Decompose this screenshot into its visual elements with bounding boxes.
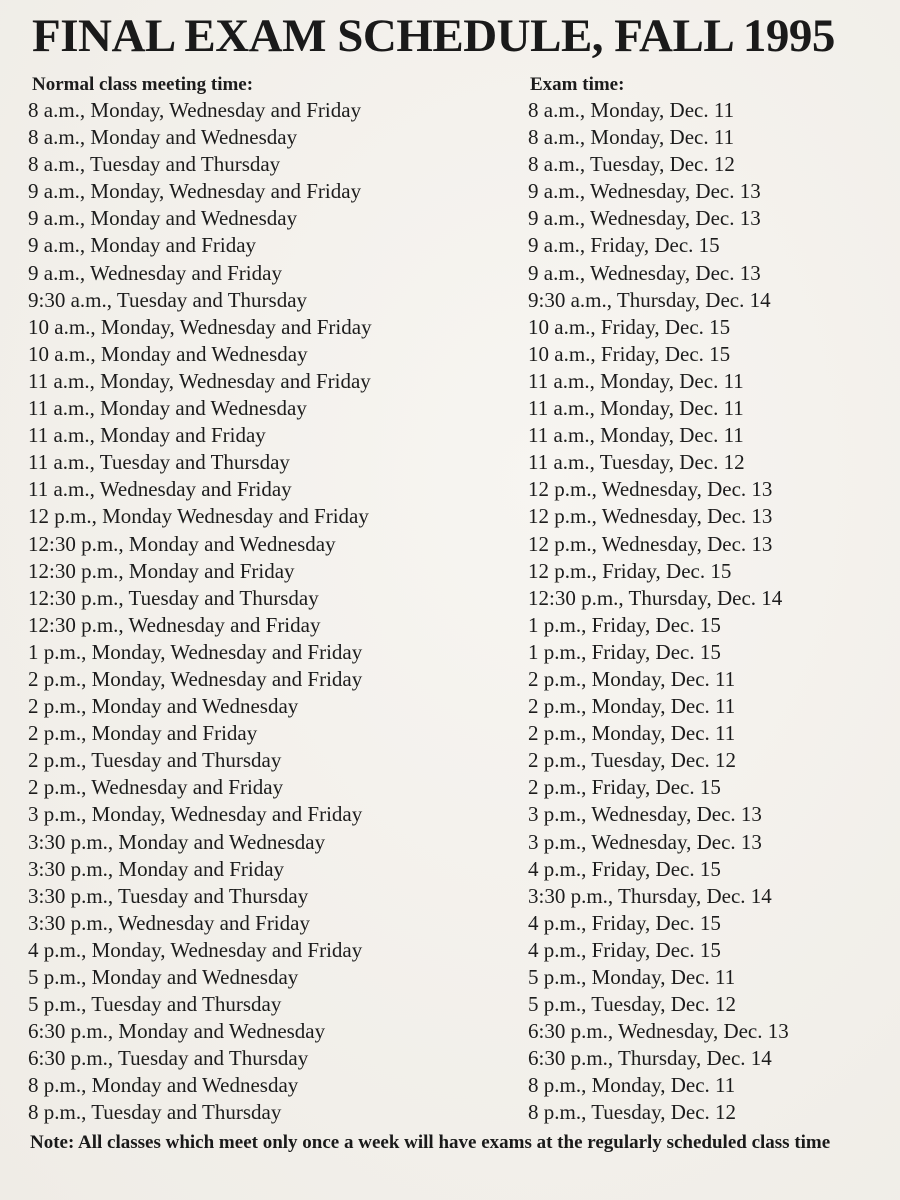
class-time-cell: 5 p.m., Monday and Wednesday (28, 965, 299, 989)
class-time-cell: 12:30 p.m., Monday and Friday (28, 558, 295, 583)
class-time-cell: 12:30 p.m., Wednesday and Friday (28, 612, 321, 637)
schedule-row (0, 178, 900, 205)
class-time-cell: 9:30 a.m., Tuesday and Thursday (28, 287, 308, 312)
exam-time-cell: 12 p.m., Wednesday, Dec. 13 (528, 531, 773, 556)
class-time-cell: 11 a.m., Monday and Friday (28, 423, 266, 448)
exam-time-cell: 9:30 a.m., Thursday, Dec. 14 (528, 287, 771, 312)
schedule-row (0, 558, 900, 585)
class-time-cell: 11 a.m., Monday, Wednesday and Friday (28, 368, 371, 393)
class-time-cell: 11 a.m., Monday and Wednesday (28, 396, 307, 421)
schedule-row (0, 1018, 900, 1045)
exam-time-cell: 4 p.m., Friday, Dec. 15 (528, 856, 721, 881)
class-time-cell: 2 p.m., Monday and Friday (28, 721, 258, 746)
schedule-row (0, 1072, 900, 1099)
schedule-row (0, 503, 900, 530)
class-time-cell: 8 a.m., Monday and Wednesday (28, 125, 298, 150)
schedule-row (0, 612, 900, 639)
schedule-row (0, 151, 900, 178)
class-time-cell: 8 p.m., Tuesday and Thursday (28, 1100, 282, 1125)
exam-time-cell: 12 p.m., Wednesday, Dec. 13 (528, 477, 773, 502)
exam-time-cell: 5 p.m., Tuesday, Dec. 12 (528, 992, 737, 1017)
exam-time-cell: 9 a.m., Friday, Dec. 15 (528, 233, 720, 258)
exam-time-cell: 3 p.m., Wednesday, Dec. 13 (528, 829, 762, 854)
exam-time-cell: 6:30 p.m., Wednesday, Dec. 13 (528, 1019, 789, 1044)
exam-time-cell: 8 a.m., Monday, Dec. 11 (528, 98, 735, 122)
exam-time-cell: 10 a.m., Friday, Dec. 15 (528, 314, 731, 339)
schedule-row (0, 260, 900, 287)
schedule-row (0, 639, 900, 666)
schedule-row (0, 801, 900, 828)
schedule-row (0, 585, 900, 612)
exam-time-cell: 1 p.m., Friday, Dec. 15 (528, 612, 721, 637)
schedule-row (0, 964, 900, 991)
class-time-cell: 9 a.m., Monday and Friday (28, 233, 257, 258)
exam-time-cell: 8 a.m., Monday, Dec. 11 (528, 125, 735, 150)
class-time-cell: 8 p.m., Monday and Wednesday (28, 1073, 299, 1098)
class-time-cell: 3:30 p.m., Monday and Friday (28, 856, 285, 881)
page-title: FINAL EXAM SCHEDULE, FALL 1995 (32, 10, 835, 62)
exam-time-cell: 12 p.m., Wednesday, Dec. 13 (528, 504, 773, 529)
exam-time-cell: 8 p.m., Monday, Dec. 11 (528, 1073, 736, 1098)
exam-time-cell: 9 a.m., Wednesday, Dec. 13 (528, 206, 761, 231)
footnote: Note: All classes which meet only once a week will have exams at the regularly scheduled class time (30, 1132, 831, 1153)
exam-time-cell: 11 a.m., Monday, Dec. 11 (528, 368, 744, 393)
exam-time-cell: 2 p.m., Monday, Dec. 11 (528, 666, 736, 691)
schedule-row (0, 449, 900, 476)
schedule-row (0, 883, 900, 910)
exam-time-header: Exam time: (530, 74, 625, 95)
exam-time-cell: 1 p.m., Friday, Dec. 15 (528, 639, 721, 664)
class-time-cell: 9 a.m., Monday and Wednesday (28, 206, 298, 231)
exam-time-cell: 11 a.m., Monday, Dec. 11 (528, 423, 744, 448)
schedule-row (0, 314, 900, 341)
exam-time-cell: 12:30 p.m., Thursday, Dec. 14 (528, 585, 783, 610)
schedule-row (0, 232, 900, 259)
class-time-cell: 9 a.m., Monday, Wednesday and Friday (28, 179, 362, 204)
class-time-cell: 2 p.m., Monday, Wednesday and Friday (28, 666, 363, 691)
schedule-list (0, 97, 900, 1127)
exam-time-cell: 3 p.m., Wednesday, Dec. 13 (528, 802, 762, 827)
schedule-row (0, 856, 900, 883)
schedule-row (0, 124, 900, 151)
schedule-row (0, 1099, 900, 1126)
exam-time-cell: 2 p.m., Monday, Dec. 11 (528, 694, 736, 719)
schedule-row (0, 422, 900, 449)
class-time-cell: 12:30 p.m., Monday and Wednesday (28, 531, 336, 556)
class-time-cell: 8 a.m., Monday, Wednesday and Friday (28, 98, 362, 122)
schedule-row (0, 476, 900, 503)
exam-time-cell: 2 p.m., Friday, Dec. 15 (528, 775, 721, 800)
schedule-row (0, 937, 900, 964)
exam-time-cell: 6:30 p.m., Thursday, Dec. 14 (528, 1046, 772, 1071)
schedule-row (0, 205, 900, 232)
exam-time-cell: 12 p.m., Friday, Dec. 15 (528, 558, 732, 583)
class-time-cell: 2 p.m., Monday and Wednesday (28, 694, 299, 719)
schedule-row (0, 747, 900, 774)
class-time-cell: 12:30 p.m., Tuesday and Thursday (28, 585, 319, 610)
class-time-cell: 9 a.m., Wednesday and Friday (28, 260, 282, 285)
schedule-row (0, 1045, 900, 1072)
class-time-cell: 11 a.m., Tuesday and Thursday (28, 450, 290, 475)
schedule-row (0, 829, 900, 856)
class-time-cell: 10 a.m., Monday and Wednesday (28, 341, 308, 366)
exam-time-cell: 11 a.m., Tuesday, Dec. 12 (528, 450, 745, 475)
schedule-row (0, 287, 900, 314)
exam-time-cell: 2 p.m., Monday, Dec. 11 (528, 721, 736, 746)
schedule-row (0, 97, 900, 124)
class-time-cell: 11 a.m., Wednesday and Friday (28, 477, 292, 502)
exam-time-cell: 2 p.m., Tuesday, Dec. 12 (528, 748, 737, 773)
exam-time-cell: 5 p.m., Monday, Dec. 11 (528, 965, 736, 989)
schedule-row (0, 910, 900, 937)
class-time-cell: 6:30 p.m., Monday and Wednesday (28, 1019, 326, 1044)
schedule-row (0, 341, 900, 368)
class-time-cell: 6:30 p.m., Tuesday and Thursday (28, 1046, 309, 1071)
class-time-cell: 3:30 p.m., Monday and Wednesday (28, 829, 326, 854)
class-time-cell: 3:30 p.m., Tuesday and Thursday (28, 883, 309, 908)
exam-time-cell: 3:30 p.m., Thursday, Dec. 14 (528, 883, 772, 908)
schedule-row (0, 531, 900, 558)
exam-time-cell: 11 a.m., Monday, Dec. 11 (528, 396, 744, 421)
class-time-cell: 8 a.m., Tuesday and Thursday (28, 152, 281, 177)
class-time-cell: 4 p.m., Monday, Wednesday and Friday (28, 937, 363, 962)
schedule-row (0, 720, 900, 747)
schedule-row (0, 991, 900, 1018)
class-time-cell: 2 p.m., Wednesday and Friday (28, 775, 284, 800)
exam-time-cell: 8 p.m., Tuesday, Dec. 12 (528, 1100, 737, 1125)
class-time-cell: 10 a.m., Monday, Wednesday and Friday (28, 314, 372, 339)
exam-time-cell: 8 a.m., Tuesday, Dec. 12 (528, 152, 735, 177)
class-time-cell: 2 p.m., Tuesday and Thursday (28, 748, 282, 773)
exam-time-cell: 4 p.m., Friday, Dec. 15 (528, 937, 721, 962)
class-time-header: Normal class meeting time: (32, 74, 254, 95)
exam-time-cell: 10 a.m., Friday, Dec. 15 (528, 341, 731, 366)
class-time-cell: 1 p.m., Monday, Wednesday and Friday (28, 639, 363, 664)
class-time-cell: 3:30 p.m., Wednesday and Friday (28, 910, 310, 935)
schedule-row (0, 368, 900, 395)
class-time-cell: 3 p.m., Monday, Wednesday and Friday (28, 802, 363, 827)
class-time-cell: 12 p.m., Monday Wednesday and Friday (28, 504, 369, 529)
schedule-row (0, 395, 900, 422)
schedule-row (0, 693, 900, 720)
exam-time-cell: 4 p.m., Friday, Dec. 15 (528, 910, 721, 935)
exam-time-cell: 9 a.m., Wednesday, Dec. 13 (528, 260, 761, 285)
schedule-row (0, 774, 900, 801)
schedule-row (0, 666, 900, 693)
exam-time-cell: 9 a.m., Wednesday, Dec. 13 (528, 179, 761, 204)
class-time-cell: 5 p.m., Tuesday and Thursday (28, 992, 282, 1017)
